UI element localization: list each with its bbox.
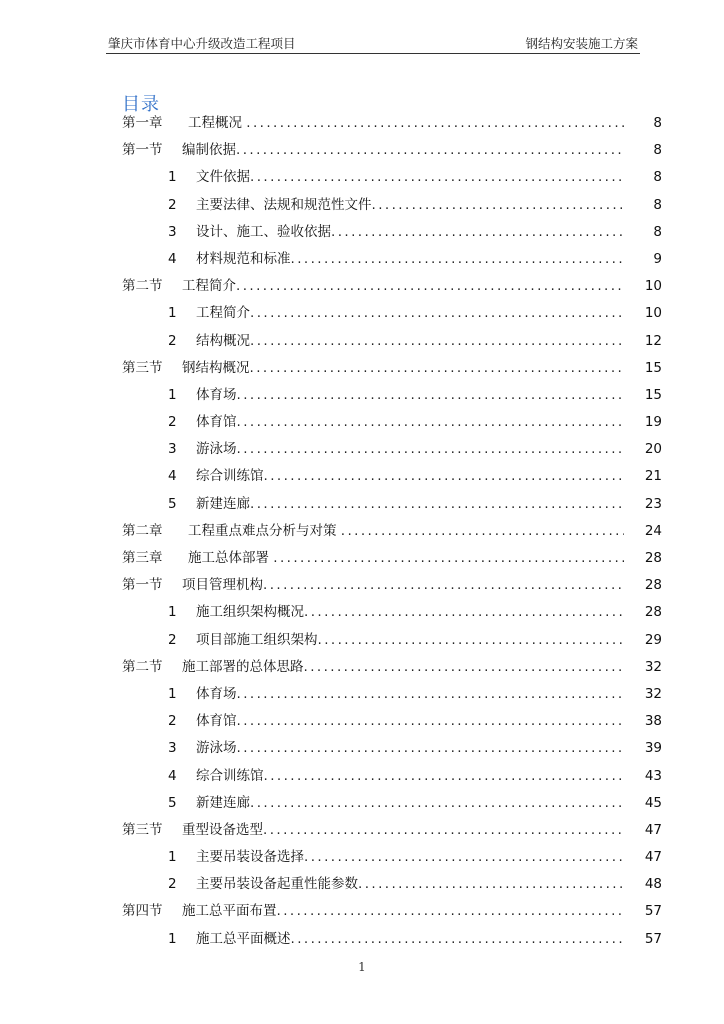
toc-entry-page: 12 <box>644 332 662 349</box>
toc-entry-page: 45 <box>644 794 662 811</box>
toc-entry-page: 10 <box>644 305 662 322</box>
toc-entry-number: 第一章 <box>122 115 163 131</box>
toc-entry-number: 2 <box>168 631 177 648</box>
toc-entry-number: 2 <box>168 196 177 213</box>
toc-entry-page: 47 <box>644 849 662 866</box>
toc-entry-number: 第一节 <box>122 577 163 594</box>
page-number: 1 <box>358 960 366 974</box>
toc-entry-title: 项目管理机构 <box>182 577 263 594</box>
toc-entry-title: 施工总体部署 <box>188 550 274 566</box>
toc-entry-title: 体育馆 <box>196 414 237 431</box>
toc-entry-number: 3 <box>168 740 177 757</box>
toc-entry[interactable] <box>122 572 662 599</box>
toc-entry-page: 57 <box>644 903 662 920</box>
toc-entry-page: 47 <box>644 821 662 838</box>
toc-entry-page: 39 <box>644 740 662 757</box>
toc-entry[interactable] <box>122 627 662 654</box>
toc-entry[interactable] <box>122 246 662 273</box>
toc-entry-number: 第一节 <box>122 142 163 159</box>
toc-entry[interactable] <box>122 681 662 708</box>
toc-leader-dots <box>250 355 625 382</box>
toc-entry-title: 工程简介 <box>196 305 250 322</box>
toc-entry-title: 新建连廊 <box>196 495 250 512</box>
toc-entry[interactable] <box>122 192 662 219</box>
toc-leader-dots <box>250 491 624 518</box>
toc-entry-page: 19 <box>644 414 662 431</box>
toc-entry-page: 38 <box>644 713 662 730</box>
toc-entry-number: 1 <box>168 604 177 621</box>
toc-entry-number: 第二节 <box>122 658 163 675</box>
toc-entry-page: 29 <box>644 631 662 648</box>
toc-entry[interactable] <box>122 790 662 817</box>
toc-entry-title: 重型设备选型 <box>182 821 263 838</box>
toc-entry[interactable] <box>122 273 662 300</box>
toc-entry-title: 钢结构概况 <box>182 359 250 376</box>
toc-entry[interactable] <box>122 382 662 409</box>
toc-entry-title: 项目部施工组织架构 <box>196 631 318 648</box>
toc-entry[interactable] <box>122 871 662 898</box>
toc-entry[interactable] <box>122 708 662 735</box>
toc-entry-number: 1 <box>168 386 177 403</box>
toc-entry-page: 32 <box>644 658 662 675</box>
toc-entry-title: 主要吊装设备选择 <box>196 849 304 866</box>
toc-entry[interactable] <box>122 300 662 327</box>
toc-entry-page: 28 <box>644 604 662 621</box>
toc-entry-page: 10 <box>644 278 662 295</box>
toc-entry-number: 3 <box>168 223 177 240</box>
toc-entry-title: 体育场 <box>196 685 237 702</box>
toc-entry-number: 第二章 <box>122 522 163 539</box>
toc-entry-title: 新建连廊 <box>196 794 250 811</box>
toc-leader-dots <box>264 463 625 490</box>
toc-entry-title: 设计、施工、验收依据 <box>196 223 331 240</box>
toc-entry-page: 8 <box>653 223 662 240</box>
toc-leader-dots <box>277 898 625 925</box>
toc-leader-dots <box>237 681 625 708</box>
toc-entry[interactable] <box>122 436 662 463</box>
toc-leader-dots <box>237 708 625 735</box>
toc-leader-dots <box>237 735 625 762</box>
toc-entry-page: 9 <box>653 250 662 267</box>
toc-leader-dots <box>273 545 624 572</box>
toc-entry-number: 5 <box>168 794 177 811</box>
toc-entry-number: 第三节 <box>122 821 163 838</box>
toc-entry[interactable] <box>122 654 662 681</box>
toc-leader-dots <box>237 409 625 436</box>
toc-entry[interactable] <box>122 491 662 518</box>
toc-entry-number: 1 <box>168 169 177 186</box>
toc-entry-page: 8 <box>653 142 662 159</box>
toc-leader-dots <box>263 572 624 599</box>
toc-entry[interactable] <box>122 545 662 572</box>
toc-entry-page: 8 <box>653 196 662 213</box>
toc-entry-number: 4 <box>168 468 177 485</box>
toc-entry[interactable] <box>122 463 662 490</box>
toc-entry[interactable] <box>122 219 662 246</box>
toc-entry-title: 主要法律、法规和规范性文件 <box>196 196 372 213</box>
toc-leader-dots <box>331 219 624 246</box>
toc-leader-dots <box>250 164 624 191</box>
toc-entry-number: 1 <box>168 930 177 947</box>
toc-entry-page: 32 <box>644 685 662 702</box>
toc-leader-dots <box>291 246 625 273</box>
toc-entry-page: 8 <box>653 169 662 186</box>
toc-entry-title: 工程概况 <box>188 115 247 131</box>
toc-entry-page: 23 <box>644 495 662 512</box>
toc-entry-number: 1 <box>168 685 177 702</box>
toc-entry-page: 48 <box>644 876 662 893</box>
toc-leader-dots <box>250 790 624 817</box>
toc-entry-number: 3 <box>168 441 177 458</box>
toc-entry-page: 43 <box>644 767 662 784</box>
toc-entry-number: 5 <box>168 495 177 512</box>
toc-entry-page: 28 <box>644 550 662 566</box>
page-header <box>108 34 638 54</box>
header-project-name: 肇庆市体育中心升级改造工程项目 <box>108 36 296 51</box>
toc-entry-number: 第三章 <box>122 550 163 566</box>
toc-leader-dots <box>250 300 624 327</box>
toc-leader-dots <box>246 110 624 137</box>
toc-leader-dots <box>237 436 625 463</box>
toc-entry[interactable] <box>122 763 662 790</box>
toc-leader-dots <box>304 654 625 681</box>
toc-entry-page: 57 <box>644 930 662 947</box>
toc-heading[interactable]: 目录 <box>122 94 160 115</box>
toc-entry-number: 第二节 <box>122 278 163 295</box>
toc-entry-title: 施工总平面概述 <box>196 930 291 947</box>
toc-entry-page: 28 <box>644 577 662 594</box>
toc-entry-title: 编制依据 <box>182 142 236 159</box>
table-of-contents <box>122 110 662 953</box>
toc-entry-title: 结构概况 <box>196 332 250 349</box>
toc-entry[interactable] <box>122 328 662 355</box>
toc-leader-dots <box>263 817 624 844</box>
toc-entry-title: 综合训练馆 <box>196 468 264 485</box>
toc-leader-dots <box>318 627 625 654</box>
toc-entry-title: 材料规范和标准 <box>196 250 291 267</box>
toc-leader-dots <box>264 763 625 790</box>
toc-entry-page: 15 <box>644 386 662 403</box>
toc-entry[interactable] <box>122 926 662 953</box>
toc-leader-dots <box>304 599 624 626</box>
toc-entry-number: 4 <box>168 250 177 267</box>
toc-entry[interactable] <box>122 817 662 844</box>
toc-entry-title: 工程简介 <box>182 278 236 295</box>
toc-entry-number: 2 <box>168 713 177 730</box>
toc-entry-page: 15 <box>644 359 662 376</box>
toc-entry-page: 20 <box>644 441 662 458</box>
toc-entry-title: 游泳场 <box>196 441 237 458</box>
toc-entry-title: 工程重点难点分析与对策 <box>188 522 341 539</box>
toc-entry-page: 21 <box>644 468 662 485</box>
toc-entry-number: 2 <box>168 332 177 349</box>
toc-entry-number: 1 <box>168 305 177 322</box>
toc-leader-dots <box>341 518 624 545</box>
toc-entry-page: 24 <box>644 522 662 539</box>
toc-entry-title: 体育场 <box>196 386 237 403</box>
toc-entry[interactable] <box>122 735 662 762</box>
toc-leader-dots <box>236 273 624 300</box>
toc-entry[interactable] <box>122 898 662 925</box>
toc-entry-title: 主要吊装设备起重性能参数 <box>196 876 358 893</box>
toc-leader-dots <box>236 137 624 164</box>
toc-entry-title: 体育馆 <box>196 713 237 730</box>
toc-leader-dots <box>250 328 624 355</box>
toc-entry-title: 游泳场 <box>196 740 237 757</box>
toc-entry-title: 综合训练馆 <box>196 767 264 784</box>
toc-entry-number: 1 <box>168 849 177 866</box>
toc-leader-dots <box>372 192 625 219</box>
toc-entry-title: 施工组织架构概况 <box>196 604 304 621</box>
toc-entry-page: 8 <box>653 115 662 131</box>
toc-entry[interactable] <box>122 164 662 191</box>
toc-entry-number: 4 <box>168 767 177 784</box>
toc-entry[interactable] <box>122 599 662 626</box>
toc-entry[interactable] <box>122 518 662 545</box>
toc-entry-number: 第三节 <box>122 359 163 376</box>
toc-leader-dots <box>237 382 625 409</box>
toc-entry[interactable] <box>122 409 662 436</box>
header-divider <box>106 53 640 54</box>
toc-leader-dots <box>291 926 625 953</box>
toc-entry-number: 第四节 <box>122 903 163 920</box>
toc-leader-dots <box>304 844 624 871</box>
toc-entry-number: 2 <box>168 414 177 431</box>
header-document-title: 钢结构安装施工方案 <box>525 36 638 51</box>
toc-entry-title: 施工部署的总体思路 <box>182 658 304 675</box>
toc-entry[interactable] <box>122 137 662 164</box>
toc-entry-title: 施工总平面布置 <box>182 903 277 920</box>
toc-entry-title: 文件依据 <box>196 169 250 186</box>
toc-entry[interactable] <box>122 110 662 137</box>
toc-entry-number: 2 <box>168 876 177 893</box>
toc-entry[interactable] <box>122 355 662 382</box>
toc-entry[interactable] <box>122 844 662 871</box>
toc-leader-dots <box>358 871 624 898</box>
